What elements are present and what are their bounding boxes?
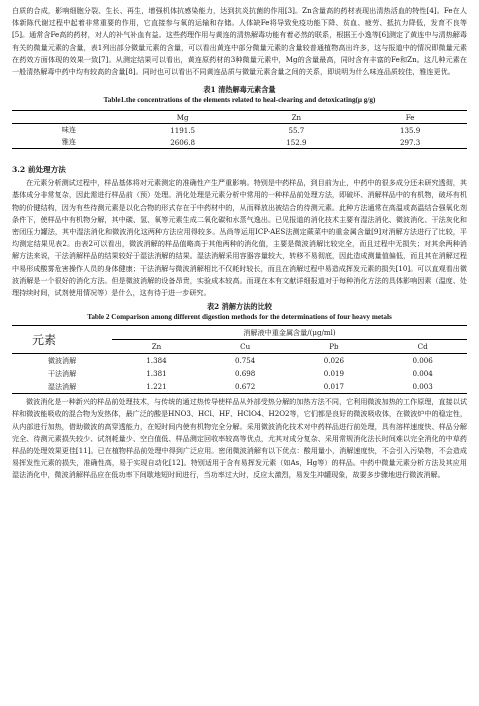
table2-span-header: 消解液中重金属含量/(μg/ml) — [112, 326, 467, 340]
table-cell: 0.026 — [323, 356, 345, 366]
table-cell: 微波消解 — [47, 355, 77, 365]
table1-header-cell — [12, 111, 126, 124]
table2-caption-zh: 表2 消解方法的比较 — [206, 302, 272, 312]
table2-header-cell: Cu — [201, 340, 290, 354]
table-cell: 0.672 — [235, 382, 256, 392]
table2 — [12, 325, 467, 394]
table-row — [12, 367, 467, 380]
table-cell: 雅连 — [61, 137, 76, 147]
table-cell: 0.003 — [412, 382, 433, 392]
table-cell: 味连 — [61, 125, 76, 135]
table-cell: 55.7 — [288, 125, 305, 135]
table1-header-cell: Zn — [291, 112, 302, 122]
table-cell: 0.004 — [412, 369, 433, 379]
table2-header-row — [12, 326, 467, 340]
table-row — [12, 136, 467, 149]
table1-caption-zh: 表1 清热解毒元素含量 — [203, 85, 276, 95]
table-cell: 0.006 — [412, 356, 433, 366]
table1-header-cell: Fe — [405, 112, 415, 122]
table-cell: 2606.8 — [170, 137, 196, 147]
table-row — [12, 124, 467, 137]
table1-header-cell: Mg — [176, 112, 189, 122]
table-cell: 1.381 — [146, 369, 167, 379]
table-cell: 1.221 — [146, 382, 167, 392]
table-cell: 湿法消解 — [47, 381, 77, 391]
table-cell: 0.754 — [235, 356, 256, 366]
table2-header-cell: Pb — [290, 340, 379, 354]
table1-header-row — [12, 111, 467, 124]
table2-row-header: 元素 — [12, 326, 112, 354]
table2-header-cell: Zn — [112, 340, 201, 354]
table-cell: 0.017 — [323, 382, 345, 392]
table2-header-cell: Cd — [378, 340, 467, 354]
table-cell: 297.3 — [399, 137, 421, 147]
table2-caption-en: Table 2 Comparison among different digestion methods for the determinations of four heavy metals — [87, 313, 392, 322]
table-cell: 干法消解 — [47, 368, 77, 378]
table-cell: 0.019 — [323, 369, 345, 379]
table-cell: 152.9 — [286, 137, 307, 147]
table-row — [12, 354, 467, 368]
intro-paragraph: 白质的合成，影响细胞分裂、生长、再生，增强机体抗感染能力，达到抗炎抗菌的作用[3]。Zn含量高的药材表现出清热活血的特性[4]。Fe在人体新陈代谢过程中起着非常重要的作用，它直接参与氧的运输和存储。人体缺Fe将导致免疫功能下降、贫血、疲劳、抵抗力降低，发育不良等[5]。通常含Fe高的药材，对人的补气补血有益。这些药理作用与黄连的清热解毒功能有着必然的联系，根据王小逸等[6]测定了黄连中与清热解毒有关的微量元素的含量，表1列出部分微量元素的含量，可以看出黄连中部分微量元素的含量较普通植物高出许多，这与报道中的情况即微量元素在药效方面体现的效果一致[7]。从测定结果可以看出，黄连原药材的3种微量元素中，Mg的含量最高，同时含有丰富的Fe和Zn。这几种元素在一般清热解毒中药中均有较高的含量[8]。同时也可以看出不同黄连品质与微量元素含量之间的关系，即说明为什么味连品质较佳，雅连更优。 — [12, 6, 467, 77]
table-row — [12, 380, 467, 394]
table-cell: 0.698 — [235, 369, 256, 379]
closing-paragraph: 微波消化是一种新兴的样品前处理技术，与传统的通过热传导使样品从外部受热分解的加热方法不同，它利用微波加热的工作原理，直接以试样和微波能吸收的混合物为发热体，最广泛的酸是HNO3、HCl、HF、HClO4、H2O2等，它们都是良好的微波吸收体，在微波炉中的稳定性，从内部进行加热，借助微波的高穿透能力，在短时间内使有机物完全分解。采用微波消化技术对中药样品进行前处理，具有溶样速度快、样品分解完全、待测元素损失较少、试剂耗量少、空白值低、样品测定回收率较高等优点，尤其对成分复杂、采用常规消化法长时间难以完全消化的中草药样品的处理效果更佳[11]。已在植物样品前处理中得到广泛应用。密闭微波消解有以下优点：酸用量小，消解速度快，不会引入污染物，不会造成易挥发性元素的损失，准确性高，易于实现自动化[12]。特别适用于含有易挥发元素（如As，Hg等）的样品。中药中微量元素分析方法及其应用湿法消化中，微波消解样品应在低功率下间歇地短时间进行，当功率过大时，反应太激烈，易发生冲罐现象，故要多步骤地进行微波消解。 — [12, 397, 467, 480]
table-cell: 135.9 — [399, 125, 421, 135]
section-paragraph: 在元素分析测试过程中，样品基体将对元素测定的准确性产生严重影响。特别是中药样品，到目前为止，中药中的很多成分还未研究透彻，其基体成分非常复杂，因此需进行样品前（预）处理。消化处理是元素分析中常用的一种样品前处理方法，即破坏、消解样品中的有机物，破坏有机物的价键结构，因为有些待测元素是以化合物的形式存在于中药材中的，从而释放出被结合的待测元素。此种方法通常在高温或高温结合强氧化剂条件下，使样品中有机物分解，其中碳、氢、氧等元素生成二氧化碳和水蒸气逸出。已见报道的消化技术主要有湿法消化、微波消化、干法灰化和密闭压力罐法，其中湿法消化和微波消化这两种方法应用得较多。丛尚等运用ICP-AES法测定蕨菜中的重金属含量[9]对消解方法进行了比较，平均测定结果见表2。由表2可以看出，微波消解的样品值略高于其他两种的消化值，主要是微波消解比较完全，而且过程中无损失；对其余两种消解方法来说，干法消解样品的结果较好于湿法消解的结果。湿法消解采用容器容量较大，转移不易彻底，因此造成测量值偏低，而且其在消解过程中易形成酸雾危害操作人员的身体健康；干法消解与微波消解相比不仅耗时较长，而且在消解过程中易造成挥发元素的损失[10]。可以直观看出微波消解是一个很好的消化方法。但是微波消解的设备昂贵，实验成本较高。而现在本有文献详细报道对于每种消化方法的具体影响因素（温度、处理持续时间，试剂使用情况等）是什么，这有待于进一步研究。 — [12, 178, 467, 298]
table1-caption-en: Table1.the concentrations of the elements related to heal-clearing and detoxicating(μ g/g) — [103, 96, 376, 105]
section-title: 3.2 前处理方法 — [12, 165, 66, 175]
table-cell: 1191.5 — [170, 125, 196, 135]
table-cell: 1.384 — [146, 356, 167, 366]
table1 — [12, 110, 467, 149]
